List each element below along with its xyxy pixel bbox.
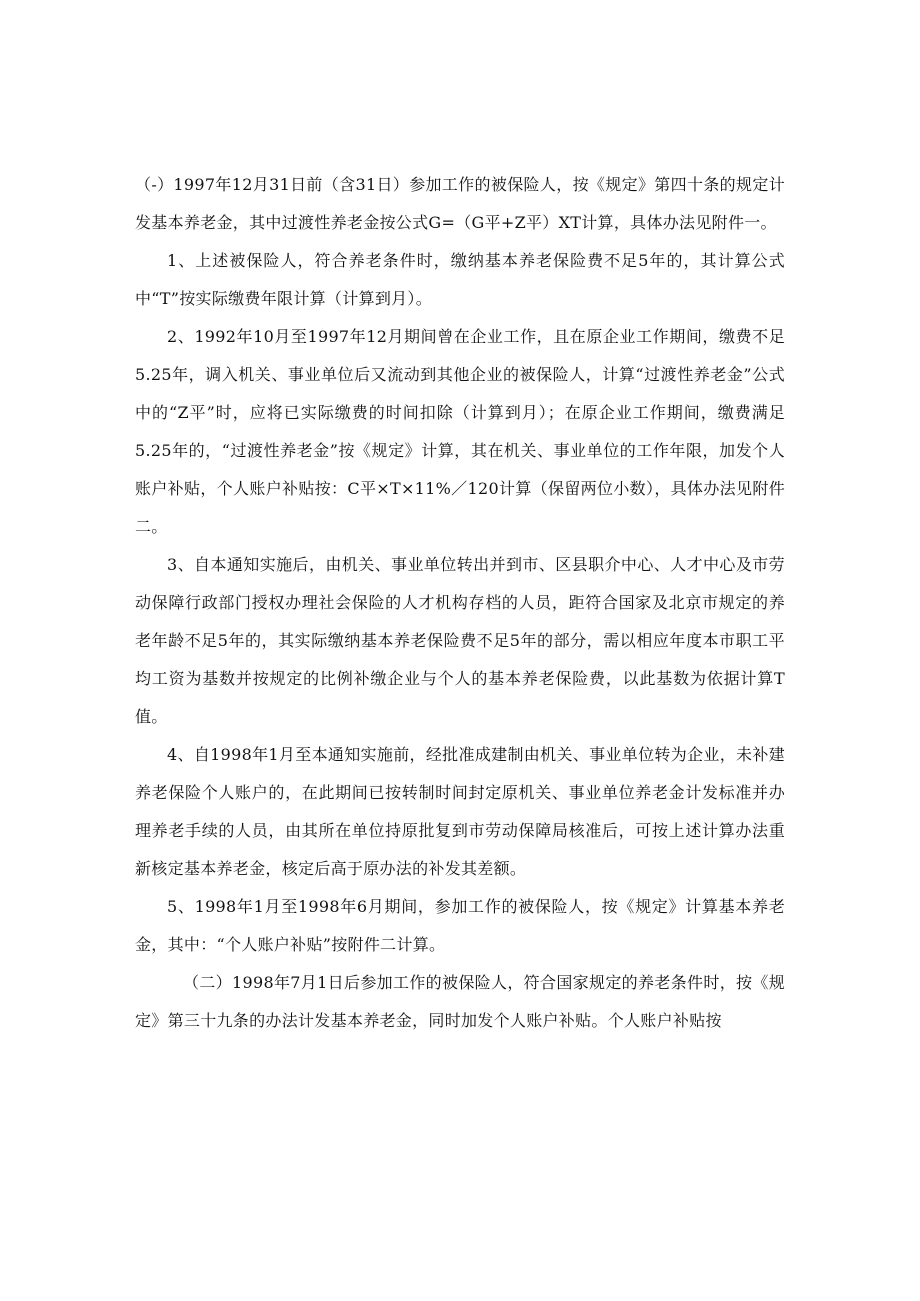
paragraph-item-2: 2、1992年10月至1997年12月期间曾在企业工作，且在原企业工作期间，缴费不足5.25年，调入机关、事业单位后又流动到其他企业的被保险人，计算“过渡性养老金”公式中的“Z平”时，应将已实际缴费的时间扣除（计算到月）；在原企业工作期间，缴费满足5.25年的，“过渡性养老金”按《规定》计算，其在机关、事业单位的工作年限，加发个人账户补贴，个人账户补贴按：C平×T×11%／120计算（保留两位小数），具体办法见附件二。	[135, 327, 785, 536]
paragraph-item-1: 1、上述被保险人，符合养老条件时，缴纳基本养老保险费不足5年的，其计算公式中“T”按实际缴费年限计算（计算到月）。	[135, 251, 785, 308]
document-body	[135, 166, 785, 1040]
paragraph-item-4: 4、自1998年1月至本通知实施前，经批准成建制由机关、事业单位转为企业，未补建养老保险个人账户的，在此期间已按转制时间封定原机关、事业单位养老金计发标准并办理养老手续的人员，由其所在单位持原批复到市劳动保障局核准后，可按上述计算办法重新核定基本养老金，核定后高于原办法的补发其差额。	[135, 745, 785, 878]
paragraph-2-post-1998: （二）1998年7月1日后参加工作的被保险人，符合国家规定的养老条件时，按《规定》第三十九条的办法计发基本养老金，同时加发个人账户补贴。个人账户补贴按	[135, 973, 785, 1030]
paragraph-item-3: 3、自本通知实施后，由机关、事业单位转出并到市、区县职介中心、人才中心及市劳动保障行政部门授权办理社会保险的人才机构存档的人员，距符合国家及北京市规定的养老年龄不足5年的，其实际缴纳基本养老保险费不足5年的部分，需以相应年度本市职工平均工资为基数并按规定的比例补缴企业与个人的基本养老保险费，以此基数为依据计算T值。	[135, 555, 785, 726]
paragraph-item-5: 5、1998年1月至1998年6月期间，参加工作的被保险人，按《规定》计算基本养老金，其中：“个人账户补贴”按附件二计算。	[135, 897, 785, 954]
paragraph-1-pre-1997: （-）1997年12月31日前（含31日）参加工作的被保险人，按《规定》第四十条的规定计发基本养老金，其中过渡性养老金按公式G=（G平+Z平）XT计算，具体办法见附件一。	[135, 175, 785, 232]
